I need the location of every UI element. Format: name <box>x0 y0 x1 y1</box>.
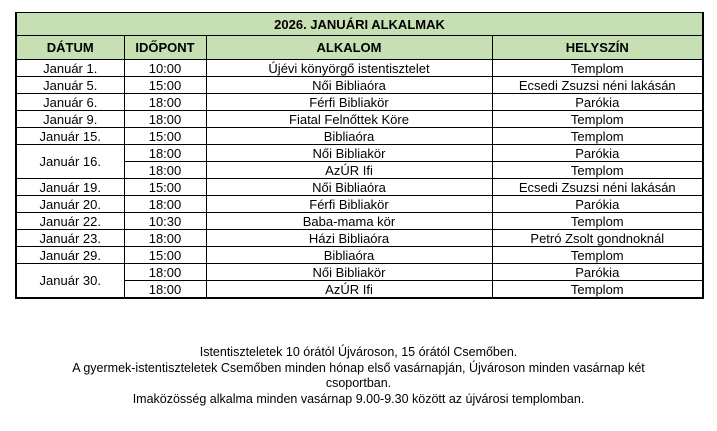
place-cell: Parókia <box>492 264 703 281</box>
time-cell: 15:00 <box>124 77 206 94</box>
table-row <box>16 111 703 128</box>
table-title: 2026. JANUÁRI ALKALMAK <box>16 13 703 36</box>
place-cell: Templom <box>492 213 703 230</box>
table-row <box>16 179 703 196</box>
place-cell: Parókia <box>492 145 703 162</box>
event-cell: Női Bibliaóra <box>206 179 492 196</box>
table-row <box>16 247 703 264</box>
time-cell: 18:00 <box>124 281 206 299</box>
table-row <box>16 213 703 230</box>
time-cell: 18:00 <box>124 145 206 162</box>
event-cell: Újévi könyörgő istentisztelet <box>206 60 492 77</box>
event-cell: Női Bibliaóra <box>206 77 492 94</box>
event-cell: AzÚR Ifi <box>206 162 492 179</box>
time-cell: 18:00 <box>124 94 206 111</box>
note-prayer-group: Imaközösség alkalma minden vasárnap 9.00-9.30 között az újvárosi templomban. <box>132 391 585 406</box>
date-cell: Január 6. <box>16 94 124 111</box>
event-cell: Fiatal Felnőttek Köre <box>206 111 492 128</box>
table-row <box>16 128 703 145</box>
event-cell: Női Bibliakör <box>206 145 492 162</box>
place-cell: Petró Zsolt gondnoknál <box>492 230 703 247</box>
date-cell: Január 22. <box>16 213 124 230</box>
table-row <box>16 94 703 111</box>
time-cell: 10:00 <box>124 60 206 77</box>
time-cell: 15:00 <box>124 179 206 196</box>
notes <box>0 345 717 407</box>
column-header-date: DÁTUM <box>16 36 124 60</box>
place-cell: Ecsedi Zsuzsi néni lakásán <box>492 77 703 94</box>
event-cell: Bibliaóra <box>206 247 492 264</box>
event-cell: Férfi Bibliakör <box>206 94 492 111</box>
event-cell: Házi Bibliaóra <box>206 230 492 247</box>
place-cell: Templom <box>492 162 703 179</box>
date-cell: Január 1. <box>16 60 124 77</box>
table-row <box>16 77 703 94</box>
place-cell: Parókia <box>492 94 703 111</box>
time-cell: 18:00 <box>124 264 206 281</box>
column-header-event: ALKALOM <box>206 36 492 60</box>
place-cell: Templom <box>492 128 703 145</box>
place-cell: Templom <box>492 60 703 77</box>
event-cell: Férfi Bibliakör <box>206 196 492 213</box>
event-cell: Baba-mama kör <box>206 213 492 230</box>
column-header-time: IDŐPONT <box>124 36 206 60</box>
date-cell: Január 23. <box>16 230 124 247</box>
note-services: Istentiszteletek 10 órától Újvároson, 15 órától Csemőben. <box>199 345 518 359</box>
column-header-place: HELYSZÍN <box>492 36 703 60</box>
event-cell: Bibliaóra <box>206 128 492 145</box>
place-cell: Templom <box>492 281 703 299</box>
time-cell: 15:00 <box>124 247 206 264</box>
date-cell: Január 19. <box>16 179 124 196</box>
place-cell: Templom <box>492 111 703 128</box>
time-cell: 18:00 <box>124 111 206 128</box>
place-cell: Ecsedi Zsuzsi néni lakásán <box>492 179 703 196</box>
table-row <box>16 196 703 213</box>
date-cell: Január 20. <box>16 196 124 213</box>
time-cell: 18:00 <box>124 162 206 179</box>
event-cell: AzÚR Ifi <box>206 281 492 299</box>
table-row <box>16 145 703 162</box>
table-row <box>16 264 703 281</box>
date-cell: Január 30. <box>16 264 124 299</box>
date-cell: Január 29. <box>16 247 124 264</box>
table-row <box>16 230 703 247</box>
time-cell: 15:00 <box>124 128 206 145</box>
date-cell: Január 5. <box>16 77 124 94</box>
place-cell: Parókia <box>492 196 703 213</box>
header-row <box>16 36 703 60</box>
place-cell: Templom <box>492 247 703 264</box>
time-cell: 18:00 <box>124 230 206 247</box>
date-cell: Január 9. <box>16 111 124 128</box>
title-row <box>16 13 703 36</box>
table-row <box>16 60 703 77</box>
date-cell: Január 15. <box>16 128 124 145</box>
note-children-services: A gyermek-istentiszteletek Csemőben minden hónap első vasárnapján, Újvároson minden vasárnap két csoportban. <box>72 360 645 390</box>
time-cell: 18:00 <box>124 196 206 213</box>
event-cell: Női Bibliakör <box>206 264 492 281</box>
date-cell: Január 16. <box>16 145 124 179</box>
schedule-table <box>15 12 704 299</box>
time-cell: 10:30 <box>124 213 206 230</box>
